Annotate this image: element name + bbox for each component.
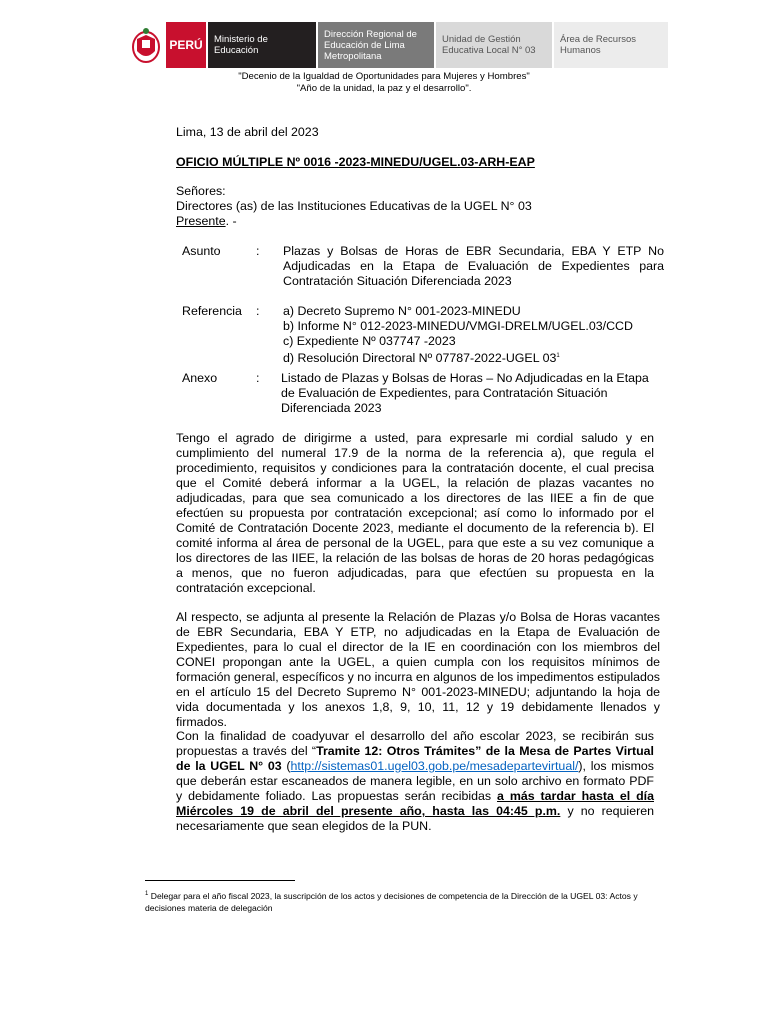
ref-d: d) Resolución Directoral Nº 07787-2022-UGEL 03 [283,351,557,366]
ugel-label: Unidad de Gestión Educativa Local N° 03 [436,22,552,68]
p3-end: y no requieren necesariamente que sean elegidos de la PUN. [176,804,654,833]
letter-date: Lima, 13 de abril del 2023 [176,125,319,139]
peru-coat-of-arms-icon [128,22,164,68]
ref-d-footnote-mark: 1 [556,353,560,359]
motto-line-1: "Decenio de la Igualdad de Oportunidades para Mujeres y Hombres" [238,71,530,82]
paragraph-1: Tengo el agrado de dirigirme a usted, para expresarle mi cordial saludo y en cumplimiento del numeral 17.9 de la norma de la referencia a), que regula el procedimiento, requisitos y condiciones para la contratación docente, el cual precisa que el Comité deberá informar a la UGEL, la relación de plazas vacantes no adjudicadas, para que sea comunicado a los directores de las IIEE a fin de que efectúen su propuesta por contratación excepcional; así como lo informado por el Comité de Contratación Docente 2023, mediante el documento de la referencia b). El comité informa al área de personal de la UGEL, para que este a su vez comunique a los directores de las IIEE, la relación de las bolsas de horas de 20 horas pedagógicas a menos, que no fueron adjudicadas, para que efectúen su propuesta en la contratación excepcional. [176,431,654,595]
recipients: Directores (as) de las Instituciones Educativas de la UGEL N° 03 [176,199,532,213]
presente: Presente [176,214,226,228]
footnote [145,888,665,914]
presente-line [176,214,237,229]
p3-middle: ), los mismos que deberán estar escaneados de manera legible, en un solo archivo en formato PDF y debidamente foliado. Las propuestas serán recibidas [176,759,654,803]
area-label: Área de Recursos Humanos [554,22,668,68]
anexo-colon: : [256,371,260,385]
salutation: Señores: [176,184,226,198]
ref-d-line [283,349,560,366]
asunto-colon: : [256,244,260,258]
p3-open-paren: ( [281,759,291,773]
mesa-partes-link[interactable]: http://sistemas01.ugel03.gob.pe/mesadepartevirtual/ [290,759,579,773]
asunto-text: Plazas y Bolsas de Horas de EBR Secundaria, EBA Y ETP No Adjudicadas en la Etapa de Evaluación de Expedientes para Contratación Situación Diferenciada 2023 [283,244,664,288]
ministry-label: Ministerio de Educación [208,22,316,68]
footnote-text: Delegar para el año fiscal 2023, la suscripción de los actos y decisiones de competencia de la Dirección de la UGEL 03: Actos y decisiones materia de delegación [145,890,638,913]
footnote-mark: 1 [145,891,149,897]
anexo-text: Listado de Plazas y Bolsas de Horas – No Adjudicadas en la Etapa de Evaluación de Expedientes, para Contratación Situación Diferenciada 2023 [281,371,649,415]
institutional-header [128,22,674,68]
presente-suffix: . - [225,214,237,228]
referencia-label: Referencia [182,304,242,318]
referencia-colon: : [256,304,260,318]
peru-label: PERÚ [166,22,206,68]
motto [0,71,768,95]
anexo-label: Anexo [182,371,218,385]
asunto-label: Asunto [182,244,221,258]
ref-b: b) Informe N° 012-2023-MINEDU/VMGI-DRELM/UGEL.03/CCD [283,319,633,333]
p3-tramite: Tramite 12: Otros Trámites” de la Mesa de Partes Virtual de la UGEL N° 03 [176,744,654,773]
dre-label: Dirección Regional de Educación de Lima Metropolitana [318,22,434,68]
p3-deadline: a más tardar hasta el día Miércoles 19 de abril del presente año, hasta las 04:45 p.m. [176,789,654,818]
ref-a: a) Decreto Supremo N° 001-2023-MINEDU [283,304,521,318]
footnote-separator [145,880,295,881]
paragraph-2: Al respecto, se adjunta al presente la Relación de Plazas y/o Bolsa de Horas vacantes de EBR Secundaria, EBA Y ETP, no adjudicadas en la Etapa de Evaluación de Expedientes, para lo cual el director de la IE en coordinación con los miembros del CONEI propongan ante la UGEL, a quien cumpla con los requisitos mínimos de formación general, específicos y no incurra en algunos de los impedimentos estipulados en el artículo 15 del Decreto Supremo N° 001-2023-MINEDU; adjuntando la hoja de vida documentada y los anexos 1,8, 9, 10, 11, 12 y 19 debidamente llenados y firmados. [176,610,660,729]
ref-c: c) Expediente Nº 037747 -2023 [283,334,456,348]
p3-intro: Con la finalidad de coadyuvar el desarrollo del año escolar 2023, se recibirán sus propuestas a través del “ [176,729,654,758]
paragraph-3 [176,729,654,834]
motto-line-2: "Año de la unidad, la paz y el desarrollo". [296,83,472,94]
oficio-number: OFICIO MÚLTIPLE Nº 0016 -2023-MINEDU/UGEL.03-ARH-EAP [176,155,535,169]
